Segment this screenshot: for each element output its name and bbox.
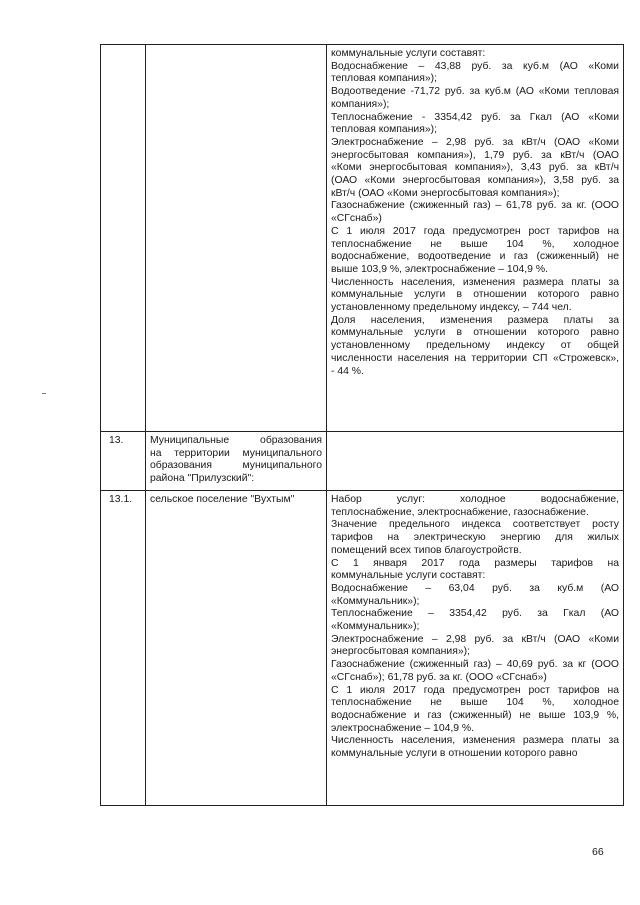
text-line: энергосбытовая компания»), 1,79 руб. за кВт/ч (ОАО [331, 149, 619, 161]
text-line: водоснабжение и газ (сжиженный) не выше 103,9 %, [331, 709, 619, 721]
tariff-paragraph [331, 137, 619, 201]
table-row [101, 45, 624, 432]
text-line: тепловая компания»); [331, 73, 437, 85]
tariff-text [327, 491, 623, 764]
text-line: выше 103,9 %, электроснабжение – 104,9 %. [331, 263, 548, 275]
text-line: коммунальные услуги составят: [331, 48, 486, 59]
text-line: Теплоснабжение – 3354,42 руб. за Гкал (АО [331, 608, 619, 620]
stray-mark [42, 393, 46, 394]
text-line: Электроснабжение – 2,98 руб. за кВт/ч (ОАО «Коми [331, 136, 619, 148]
text-line: компания»); [331, 98, 390, 110]
text-line: Газоснабжение (сжиженный газ) – 61,78 руб. за кг. (ООО [331, 200, 619, 212]
text-line: Водоснабжение – 43,88 руб. за куб.м (АО «Коми [331, 60, 619, 72]
text-line: Водоснабжение – 63,04 руб. за куб.м (АО [331, 582, 619, 594]
text-line: теплоснабжение не выше 104 %, холодное [331, 238, 619, 250]
text-line: теплоснабжение, электроснабжение, газоснабжение. [331, 506, 589, 518]
tariff-paragraph [331, 494, 619, 519]
tariff-text-cell [327, 491, 624, 806]
tariff-text [327, 45, 623, 381]
tariff-paragraph [331, 735, 619, 760]
text-line: тарифов на электрическую энергию для жилых [331, 532, 619, 544]
text-line: на территории муниципального [150, 447, 322, 459]
text-line: образования муниципального [150, 460, 322, 472]
text-line: численности населения на территории СП «Строжевск», [331, 352, 619, 364]
text-line: Численность населения, изменения размера платы за [331, 276, 619, 288]
text-line: (ОАО «Коми энергосбытовая компания»), 3,58 руб. за [331, 175, 619, 187]
table-row [101, 491, 624, 806]
tariff-paragraph [331, 685, 619, 736]
text-line: С 1 июля 2017 года предусмотрен рост тарифов на [331, 225, 619, 237]
municipality-name [146, 491, 326, 510]
text-line: коммунальные услуги в отношении которого равно [331, 327, 619, 339]
text-line: тепловая компания»); [331, 124, 437, 136]
text-line: Численность населения, изменения размера платы за [331, 735, 619, 747]
municipality-cell [146, 432, 327, 491]
text-line: «Коми энергосбытовая компания»), 3,43 руб. за кВт/ч [331, 162, 619, 174]
text-line: кВт/ч (ОАО «Коми энергосбытовая компания»); [331, 187, 560, 199]
text-line: «Коммунальник»); [331, 595, 420, 607]
text-line: Набор услуг: холодное водоснабжение, [331, 494, 619, 505]
tariff-paragraph [331, 200, 619, 225]
tariff-paragraph [331, 315, 619, 379]
municipality-cell [146, 45, 327, 432]
text-line: теплоснабжение не выше 104 %, холодное [331, 697, 619, 709]
text-line: Электроснабжение – 2,98 руб. за кВт/ч (ОАО «Коми [331, 633, 619, 645]
tariff-paragraph [331, 519, 619, 557]
text-line: Газоснабжение (сжиженный газ) – 40,69 руб. за кг (ООО [331, 659, 619, 671]
tariff-paragraph [331, 558, 619, 583]
row-number: 13. [109, 435, 124, 446]
text-line: установленному предельному индексу от общей [331, 340, 619, 352]
text-line: «СГснаб»); 61,78 руб. за кг. (ООО «СГснаб») [331, 671, 547, 683]
text-line: Доля населения, изменения размера платы за [331, 314, 619, 326]
text-line: энергосбытовая компания»); [331, 646, 470, 658]
tariff-text-cell [327, 45, 624, 432]
tariff-table [100, 44, 624, 806]
text-line: Теплоснабжение - 3354,42 руб. за Гкал (АО «Коми [331, 111, 619, 123]
tariff-text-cell [327, 432, 624, 491]
row-number-cell [101, 45, 146, 432]
text-line: «СГснаб») [331, 213, 382, 225]
text-line: сельское поселение "Вухтым" [150, 494, 295, 505]
tariff-paragraph [331, 61, 619, 86]
tariff-paragraph [331, 277, 619, 315]
row-number: 13.1. [109, 494, 133, 505]
municipality-name [146, 432, 326, 489]
text-line: помещений всех типов благоустройств. [331, 544, 522, 556]
text-line: коммунальные услуги составят: [331, 570, 486, 582]
tariff-paragraph [331, 226, 619, 277]
tariff-paragraph [331, 634, 619, 659]
text-line: - 44 %. [331, 365, 364, 377]
row-number-cell [101, 432, 146, 491]
text-line: района "Прилузский": [150, 473, 255, 485]
text-line: С 1 января 2017 года размеры тарифов на [331, 557, 619, 569]
municipality-cell [146, 491, 327, 806]
text-line: коммунальные услуги в отношении которого равно [331, 748, 578, 760]
text-line: установленному предельному индексу, – 744 чел. [331, 302, 572, 314]
page-number: 66 [592, 846, 604, 858]
text-line: Водоотведение -71,72 руб. за куб.м (АО «Коми тепловая [331, 86, 619, 98]
tariff-paragraph [331, 48, 619, 61]
tariff-paragraph [331, 86, 619, 111]
text-line: коммунальные услуги в отношении которого равно [331, 289, 619, 301]
text-line: Муниципальные образования [150, 435, 322, 446]
tariff-paragraph [331, 112, 619, 137]
text-line: С 1 июля 2017 года предусмотрен рост тарифов на [331, 684, 619, 696]
table-row [101, 432, 624, 491]
tariff-paragraph [331, 659, 619, 684]
row-number-cell [101, 491, 146, 806]
text-line: «Коммунальник»); [331, 621, 420, 633]
tariff-paragraph [331, 608, 619, 633]
text-line: Значение предельного индекса соответствует росту [331, 519, 619, 531]
text-line: электроснабжение – 104,9 %. [331, 722, 475, 734]
tariff-paragraph [331, 583, 619, 608]
text-line: водоснабжение, водоотведение и газ (сжиженный) не [331, 251, 619, 263]
